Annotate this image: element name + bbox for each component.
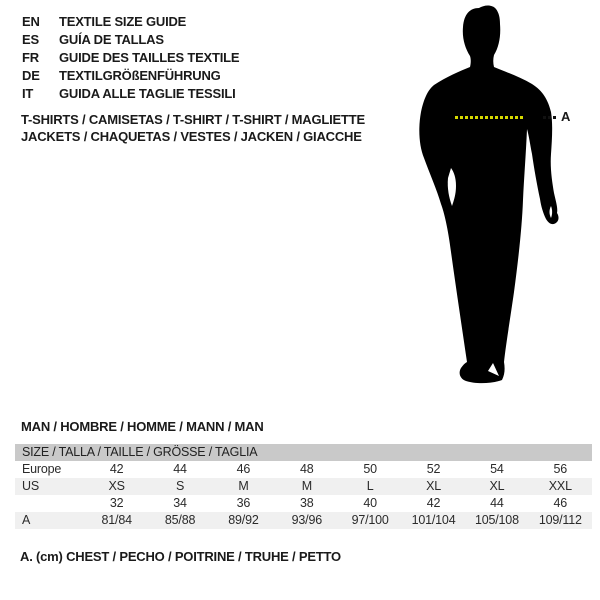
chest-measure-leader bbox=[543, 116, 558, 119]
table-cell: 105/108 bbox=[475, 513, 519, 527]
table-cell: 101/104 bbox=[411, 513, 456, 527]
row-label: US bbox=[22, 479, 39, 493]
row-label: A bbox=[22, 513, 31, 527]
table-cell: S bbox=[175, 479, 185, 493]
table-cell: 50 bbox=[363, 462, 377, 476]
language-code: FR bbox=[22, 50, 39, 65]
table-row-europe bbox=[15, 461, 592, 478]
chest-measure-line bbox=[455, 116, 525, 119]
language-row-fr bbox=[22, 49, 239, 67]
table-cell: 44 bbox=[490, 496, 504, 510]
table-cell: 52 bbox=[426, 462, 441, 476]
size-table-header: SIZE / TALLA / TAILLE / GRÖSSE / TAGLIA bbox=[15, 444, 592, 461]
table-cell: M bbox=[238, 479, 249, 493]
table-cell: XL bbox=[426, 479, 441, 493]
table-cell: 36 bbox=[236, 496, 251, 510]
table-row-us bbox=[15, 478, 592, 495]
table-cell: XXL bbox=[548, 479, 572, 493]
table-cell: 97/100 bbox=[351, 513, 389, 527]
table-cell: 44 bbox=[173, 462, 187, 476]
table-row-chest-a bbox=[15, 512, 592, 529]
table-cell: 48 bbox=[300, 462, 314, 476]
language-list bbox=[22, 13, 239, 103]
category-lines bbox=[21, 111, 365, 145]
table-cell: 42 bbox=[109, 462, 124, 476]
table-cell: 40 bbox=[363, 496, 377, 510]
category-tshirts: T-SHIRTS / CAMISETAS / T-SHIRT / T-SHIRT / MAGLIETTE bbox=[21, 112, 365, 127]
language-code: EN bbox=[22, 14, 40, 29]
language-label: TEXTILE SIZE GUIDE bbox=[59, 14, 187, 29]
table-cell: 32 bbox=[109, 496, 124, 510]
language-label: GUÍA DE TALLAS bbox=[59, 32, 164, 47]
language-code: DE bbox=[22, 68, 40, 83]
table-cell: 109/112 bbox=[538, 513, 582, 527]
table-cell: 93/96 bbox=[291, 513, 322, 527]
table-cell: 54 bbox=[490, 462, 504, 476]
language-row-es bbox=[22, 31, 239, 49]
man-silhouette bbox=[390, 0, 600, 420]
table-cell: XS bbox=[108, 479, 125, 493]
table-cell: 46 bbox=[236, 462, 251, 476]
table-cell: 34 bbox=[173, 496, 187, 510]
table-cell: 81/84 bbox=[101, 513, 132, 527]
language-code: IT bbox=[22, 86, 34, 101]
table-cell: 56 bbox=[553, 462, 568, 476]
table-row-numeric bbox=[15, 495, 592, 512]
table-cell: 42 bbox=[426, 496, 441, 510]
category-jackets: JACKETS / CHAQUETAS / VESTES / JACKEN / GIACCHE bbox=[21, 129, 362, 144]
table-cell: 89/92 bbox=[228, 513, 259, 527]
language-label: GUIDE DES TAILLES TEXTILE bbox=[59, 50, 240, 65]
size-table bbox=[15, 444, 592, 529]
row-label: Europe bbox=[22, 462, 62, 476]
table-cell: XL bbox=[489, 479, 505, 493]
language-label: GUIDA ALLE TAGLIE TESSILI bbox=[59, 86, 236, 101]
language-row-it bbox=[22, 85, 239, 103]
measurement-footnote: A. (cm) CHEST / PECHO / POITRINE / TRUHE / PETTO bbox=[20, 549, 341, 564]
table-cell: L bbox=[366, 479, 374, 493]
measure-label-a: A bbox=[561, 109, 571, 124]
language-label: TEXTILGRÖßENFÜHRUNG bbox=[59, 68, 221, 83]
table-cell: 46 bbox=[553, 496, 568, 510]
language-row-de bbox=[22, 67, 239, 85]
table-cell: 85/88 bbox=[164, 513, 196, 527]
table-cell: 38 bbox=[300, 496, 314, 510]
table-cell: M bbox=[301, 479, 312, 493]
language-row-en bbox=[22, 13, 239, 31]
row-label bbox=[15, 495, 85, 512]
section-title-man: MAN / HOMBRE / HOMME / MANN / MAN bbox=[21, 419, 264, 434]
language-code: ES bbox=[22, 32, 39, 47]
